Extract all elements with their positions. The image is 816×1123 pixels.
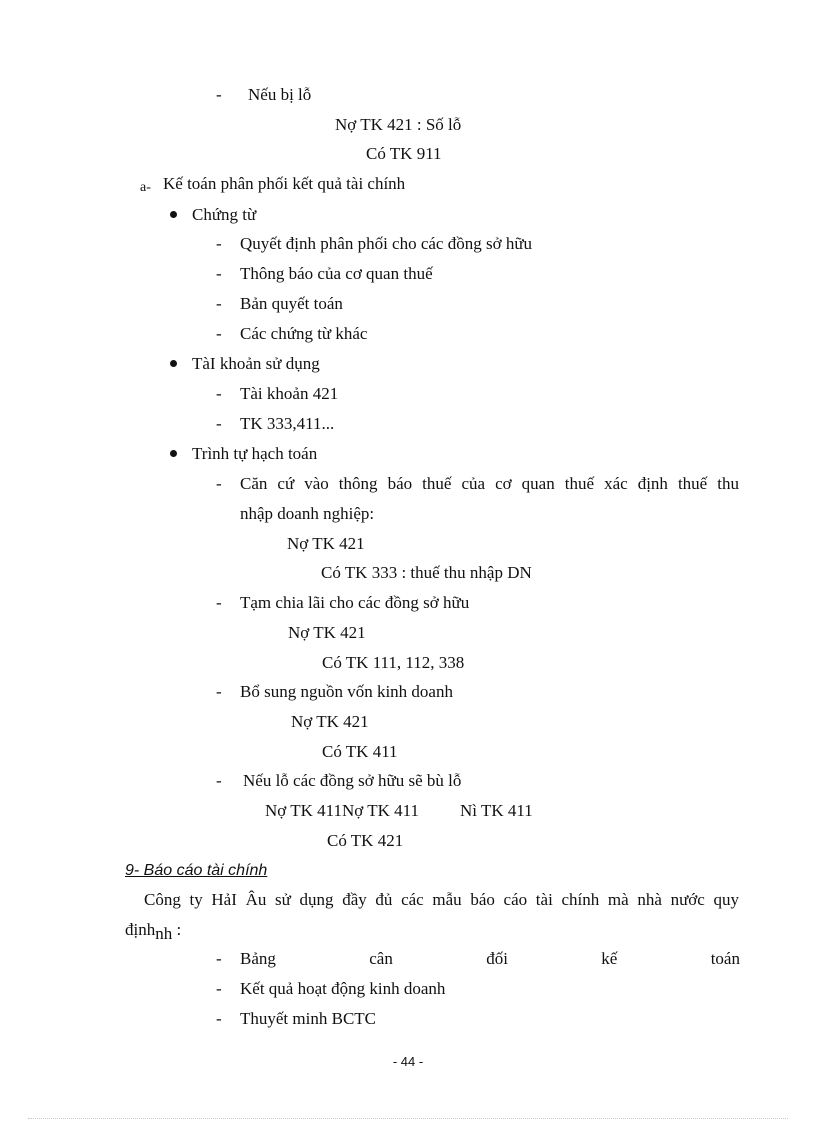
list-dash: - [216,324,222,343]
list-dash: - [216,474,222,493]
list-item: Các chứng từ khác [240,324,368,343]
list-dash: - [216,979,222,998]
entry-credit: Có TK 411 [322,742,398,761]
list-dash: - [216,682,222,701]
list-dash: - [216,1009,222,1028]
bullet-icon [170,211,177,218]
entry-debit: Nợ TK 411Nợ TK 411 [265,801,419,820]
list-item: Căn cứ vào thông báo thuế của cơ quan thuế xác định thuế thu [240,474,739,493]
list-item: Quyết định phân phối cho các đồng sở hữu [240,234,533,253]
word: kế [601,949,618,968]
list-item: Bản quyết toán [240,294,343,313]
list-item: Thuyết minh BCTC [240,1009,376,1028]
entry-debit: Nợ TK 421 [288,623,366,642]
paragraph: Công ty HảI Âu sử dụng đầy đủ các mẫu báo cáo tài chính mà nhà nước quy [144,890,739,909]
list-item: Tài khoản 421 [240,384,339,403]
paragraph-tail: : [172,920,182,939]
entry-credit: Có TK 333 : thuế thu nhập DN [321,563,532,582]
entry-debit: Nợ TK 421 [287,534,365,553]
entry-debit-421: Nợ TK 421 : Số lỗ [335,115,462,134]
list-dash: - [216,234,222,253]
list-item: Thông báo của cơ quan thuế [240,264,433,283]
bullet-icon [170,360,177,367]
list-dash: - [216,593,222,612]
list-item-continued: nhập doanh nghiệp: [240,504,375,523]
section-prefix: a- [140,180,151,195]
word: cân [369,949,393,968]
bullet-documents: Chứng từ [192,205,257,224]
paragraph-subscript: nh [155,924,173,943]
list-item: Tạm chia lãi cho các đồng sở hữu [240,593,470,612]
section-heading: Kế toán phân phối kết quả tài chính [163,174,406,193]
bullet-icon [170,450,177,457]
list-dash: - [216,384,222,403]
footer-divider [28,1118,788,1119]
list-dash: - [216,85,222,104]
list-item: Nếu lỗ các đồng sở hữu sẽ bù lỗ [243,771,462,790]
word: toán [710,949,740,968]
bullet-procedure: Trình tự hạch toán [192,444,318,463]
entry-credit: Có TK 421 [327,831,404,850]
list-item-spread [240,948,740,970]
bullet-accounts: TàI khoản sử dụng [192,354,320,373]
list-dash: - [216,264,222,283]
paragraph-word: định [125,920,156,939]
list-dash: - [216,949,222,968]
list-item: TK 333,411... [240,414,335,433]
entry-debit: Nợ TK 421 [291,712,369,731]
word: đối [486,949,508,968]
word: Bảng [240,949,276,968]
page-number: - 44 - [392,1054,424,1069]
list-item: Kết quả hoạt động kinh doanh [240,979,446,998]
entry-credit-911: Có TK 911 [366,144,442,163]
list-dash: - [216,414,222,433]
entry-credit: Có TK 111, 112, 338 [322,653,465,672]
list-item: Bổ sung nguồn vốn kinh doanh [240,682,453,701]
list-dash: - [216,294,222,313]
paragraph-continued [125,919,181,941]
section-heading-9: 9- Báo cáo tài chính [125,862,268,879]
list-item-loss: Nếu bị lỗ [248,85,312,104]
entry-debit-alt: Nì TK 411 [460,801,533,820]
list-dash: - [216,771,222,790]
